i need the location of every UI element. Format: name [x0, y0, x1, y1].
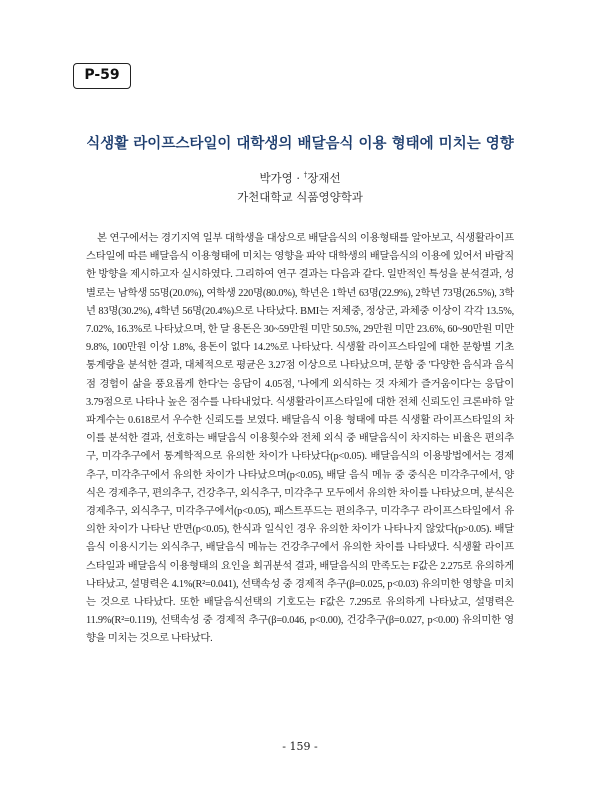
page-number: - 159 - [282, 740, 318, 753]
corresponding-author-mark: † [303, 171, 308, 180]
second-author: 장재선 [307, 171, 341, 185]
author-separator: · [292, 171, 304, 185]
author-line [0, 170, 600, 186]
abstract-body: 본 연구에서는 경기지역 일부 대학생을 대상으로 배달음식의 이용형태를 알아보고, 식생활라이프스타일에 따른 배달음식 이용형태에 미치는 영향을 파악 대학생의 배달음식의 이용에 있어서 바람직한 방향을 제시하고자 실시하였다. 그리하여 연구 결과는 다음과 같다. 일반적인 특성을 분석결과, 성별로는 남학생 55명(20.0%), 여학생 220명(80.0%), 학년은 1학년 63명(22.9%), 2학년 73명(26.5%), 3학년 83명(30.2%), 4학년 56명(20.4%)으로 나타났다. BMI는 저체중, 정상군, 과체중 이상이 각각 13.5%, 7.02%, 16.3%로 나타났으며, 한 달 용돈은 30~59만원 미만 50.5%, 29만원 미만 23.6%, 60~90만원 미만 9.8%, 100만원 이상 1.8%, 용돈이 없다 14.2%로 나타났다. 식생활 라이프스타일에 대한 문항별 기초통계량을 분석한 결과, 대체적으로 평균은 3.27점 이상으로 나타났으며, 문항 중 '다양한 음식과 음식점 경험이 삶을 풍요롭게 한다'는 응답이 4.05점, '나에게 외식하는 것 자체가 즐거움이다'는 응답이 3.79점으로 나타나 높은 점수를 나타내었다. 식생활라이프스타일에 대한 전체 신뢰도인 크론바하 알파계수는 0.618로서 우수한 신뢰도를 보였다. 배달음식 이용 형태에 따른 식생활 라이프스타일의 차이를 분석한 결과, 선호하는 배달음식 이용횟수와 전체 외식 중 배달음식이 차지하는 비율은 편의추구, 미각추구에서 통계학적으로 유의한 차이가 나타났다(p<0.05). 배달음식의 이용방법에서는 경제추구, 미각추구에서 유의한 차이가 나타났으며(p<0.05), 배달 음식 메뉴 중 중식은 미각추구에서, 양식은 경제추구, 편의추구, 건강추구, 외식추구, 미각추구 모두에서 유의한 차이를 나타났으며, 분식은 경제추구, 외식추구, 미각추구에서(p<0.05), 패스트푸드는 편의추구, 미각추구 라이프스타일에서 유의한 차이가 나타난 반면(p<0.05), 한식과 일식인 경우 유의한 차이가 나타나지 않았다(p>0.05). 배달음식 이용시기는 외식추구, 배달음식 메뉴는 건강추구에서 유의한 차이를 나타냈다. 식생활 라이프스타일과 배달음식 이용형태의 요인을 회귀분석 결과, 배달음식의 만족도는 F값은 2.275로 유의하게 나타났고, 설명력은 4.1%(R²=0.041), 선택속성 중 경제적 추구(β=0.025, p<0.03) 유의미한 영향을 미치는 것으로 나타났다. 또한 배달음식선택의 기호도는 F값은 7.295로 유의하게 나타났고, 설명력은 11.9%(R²=0.119), 선택속성 중 경제적 추구(β=0.046, p<0.00), 건강추구(β=0.027, p<0.00) 유의미한 영향을 미치는 것으로 나타났다. [86, 233, 514, 645]
poster-number-badge: P-59 [73, 63, 131, 89]
affiliation: 가천대학교 식품영양학과 [237, 190, 363, 204]
first-author: 박가영 [259, 171, 293, 185]
paper-title: 식생활 라이프스타일이 대학생의 배달음식 이용 형태에 미치는 영향 [86, 136, 514, 152]
